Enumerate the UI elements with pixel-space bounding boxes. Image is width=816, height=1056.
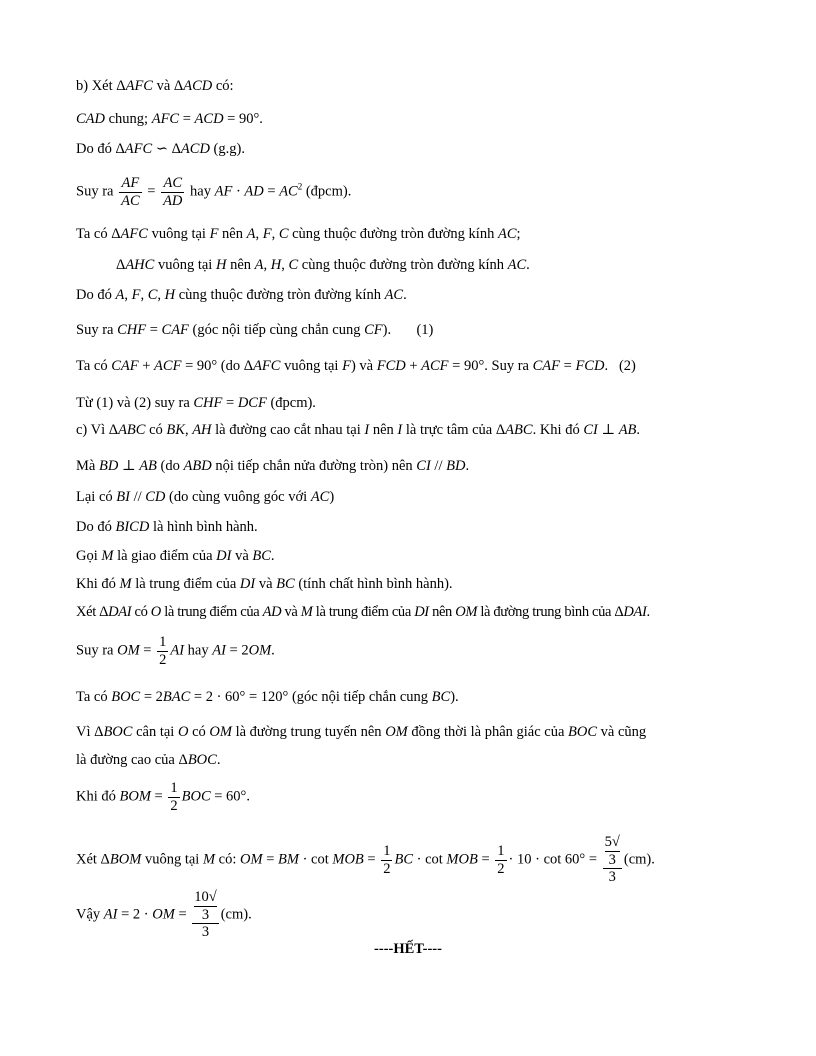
line-14: Do đó BICD là hình bình hành. [76, 519, 258, 535]
line-21: là đường cao của ΔBOC. [76, 752, 221, 768]
line-5: Ta có ΔAFC vuông tại F nên A, F, C cùng thuộc đường tròn đường kính AC; [76, 226, 521, 242]
line-17: Xét ΔDAI có O là trung điểm của AD và M là trung điểm của DI nên OM là đường trung bình của ΔDAI. [76, 604, 650, 620]
line-18: Suy ra OM = $\frac{1}{2}$ AI hay AI = 2OM. [76, 634, 275, 668]
line-13: Lại có BI // CD (do cùng vuông góc với AC) [76, 489, 335, 505]
line-12: Mà BD ⊥ AB (do ABD nội tiếp chắn nửa đường tròn) nên CI // BD. [76, 458, 470, 474]
line-6: ΔAHC vuông tại H nên A, H, C cùng thuộc đường tròn đường kính AC. [116, 257, 530, 273]
line-7: Do đó A, F, C, H cùng thuộc đường tròn đường kính AC. [76, 287, 407, 303]
line-20: Vì ΔBOC cân tại O có OM là đường trung tuyến nên OM đồng thời là phân giác của BOC và cũng [76, 724, 647, 740]
line-9: Ta có CAF + ACF = 90° (do ΔAFC vuông tại F) và FCD + ACF = 90°. Suy ra CAF = FCD. (2) [76, 358, 636, 374]
line-11: c) Vì ΔABC có BK, AH là đường cao cắt nhau tại I nên I là trực tâm của ΔABC. Khi đó CI ⊥ AB. [76, 422, 641, 438]
line-8: Suy ra CHF = CAF (góc nội tiếp cùng chắn cung CF). (1) [76, 322, 434, 338]
line-3: Do đó ΔAFC ∽ ΔACD (g.g). [76, 141, 245, 157]
line-19: Ta có BOC = 2BAC = 2 · 60° = 120° (góc nội tiếp chắn cung BC). [76, 689, 459, 705]
line-10: Từ (1) và (2) suy ra CHF = DCF (đpcm). [76, 395, 316, 411]
line-2: CAD chung; AFC = ACD = 90°. [76, 111, 263, 127]
line-16: Khi đó M là trung điểm của DI và BC (tính chất hình bình hành). [76, 576, 453, 592]
line-1: b) Xét ΔAFC và ΔACD có: [76, 78, 234, 94]
line-4: Suy ra $\frac{AF}{AC}$ = $\frac{AC}{AD}$ hay AF · AD = $AC^2$ (đpcm). [76, 175, 352, 209]
line-15: Gọi M là giao điểm của DI và BC. [76, 548, 275, 564]
end-marker: ----HẾT---- [374, 941, 442, 957]
line-24: Vậy AI = 2 · OM = 10√ 3 3 (cm). [76, 889, 252, 941]
line-22: Khi đó BOM = $\frac{1}{2}$ BOC = 60°. [76, 780, 250, 814]
line-23: Xét ΔBOM vuông tại M có: OM = BM · cot MOB = $\frac{1}{2}$ BC · cot MOB = $\frac{1}{2}$ · 10 · cot 60° = 5√ 3 3 (cm). [76, 834, 655, 886]
